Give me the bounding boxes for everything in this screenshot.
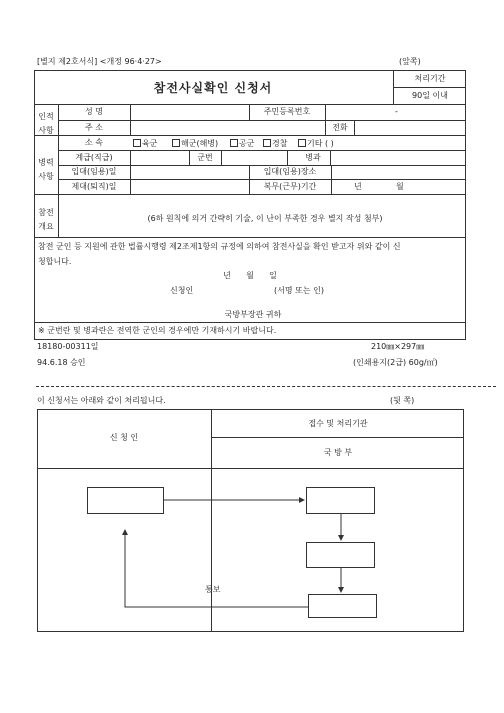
statement-line-1: 참전 군인 등 지원에 관한 법률시행령 제2조제1항의 규정에 의하여 참전사실을 확인 받고자 위와 같이 신 (38, 242, 401, 251)
applicant-label: 신청인 (170, 286, 194, 295)
service-period-year: 년 (354, 182, 362, 191)
service-period-month: 월 (396, 182, 404, 191)
arrow-notify-applicant (125, 530, 308, 607)
service-period-label: 복무(근무)기간 (263, 182, 317, 191)
processing-period-label: 처리기간 (414, 74, 446, 83)
approval-date: 94.6.18 승인 (37, 358, 86, 367)
form-number: [별지 제2호서식] <개정 96·4·27> (37, 57, 162, 66)
section-personal-info: 인적 사항 (38, 112, 54, 135)
processing-period-value: 90일 이내 (412, 91, 448, 100)
footnote: ※ 군번란 및 병과란은 전역한 군인의 경우에만 기재하시기 바랍니다. (38, 326, 277, 335)
back-agency-name: 국 방 부 (323, 448, 353, 457)
paper-size: 210㎜×297㎜ (371, 342, 425, 351)
side-label-back: (뒷 쪽) (390, 396, 415, 405)
branch-option-army[interactable]: 육군 (133, 139, 157, 148)
combat-summary-note: (6하 원칙에 의거 간략히 기술, 이 난이 부족한 경우 별지 작성 첨부) (147, 214, 383, 223)
section-combat-summary: 참전 개요 (38, 208, 54, 231)
statement-line-2: 청합니다. (38, 257, 72, 266)
branch-option-other[interactable]: 기타 ( ) (298, 139, 334, 148)
application-date: 년 월 일 (223, 271, 277, 280)
paper-spec: (인쇄용지(2급) 60g/㎡) (353, 358, 438, 367)
enlist-place-label: 입대(임용)장소 (263, 167, 317, 176)
back-agency-header: 접수 및 처리기관 (308, 419, 368, 428)
enlist-date-label: 입대(임용)일 (71, 167, 117, 176)
specialty-label: 병과 (305, 153, 321, 162)
back-intro: 이 신청서는 아래와 같이 처리됩니다. (37, 396, 166, 405)
side-label-front: (앞쪽) (399, 57, 421, 66)
form-code: 18180-00311일 (37, 342, 99, 351)
rank-label: 계급(직급) (75, 153, 113, 162)
back-applicant-header: 신 청 인 (109, 433, 139, 442)
branch-label: 소 속 (85, 138, 103, 147)
discharge-date-label: 제대(퇴직)일 (71, 182, 117, 191)
recipient: 국방부장관 귀하 (224, 310, 282, 319)
name-label: 성 명 (85, 107, 103, 116)
service-number-label: 군번 (197, 153, 213, 162)
section-service-record: 병력 사항 (38, 158, 54, 181)
branch-option-police[interactable]: 경찰 (263, 139, 287, 148)
address-label: 주 소 (85, 123, 103, 132)
resident-number-dash: - (395, 107, 398, 116)
form-title: 참전사실확인 신청서 (153, 81, 273, 95)
resident-number-label: 주민등록번호 (263, 107, 311, 116)
branch-option-airforce[interactable]: 공군 (230, 139, 254, 148)
signature-label: (서명 또는 인) (274, 286, 324, 295)
notify-label: 통보 (205, 585, 221, 594)
phone-label: 전화 (332, 123, 348, 132)
branch-option-navy[interactable]: 해군(해병) (172, 139, 218, 148)
